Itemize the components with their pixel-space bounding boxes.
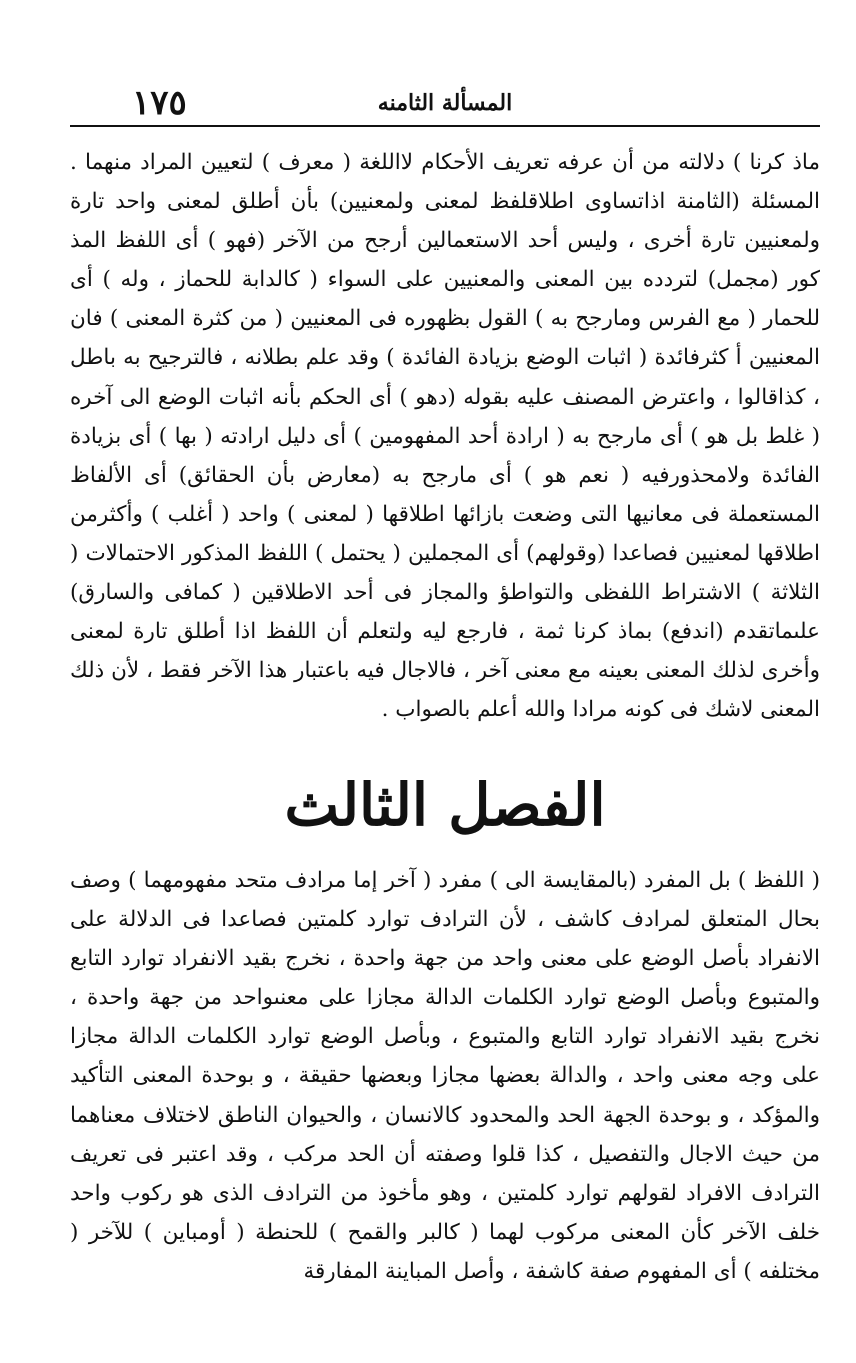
page-header — [70, 80, 820, 126]
body-paragraph-1: ماذ كرنا ) دلالته من أن عرفه تعريف الأحكام لااللغة ( معرف ) لتعيين المراد منهما . المسئلة (الثامنة اذاتساوى اطلاقلفظ لمعنى ولمعنيين) بأن أطلق لمعنى واحد تارة ولمعنيين تارة أخرى ، وليس أحد الاستعمالين أرجح من الآخر (فهو ) أى اللفظ المذ كور (مجمل) لتردده بين المعنى والمعنيين على السواء ( كالدابة للحماز ، وله ) أى للحمار ( مع الفرس ومارجح به ) القول بظهوره فى المعنيين ( من كثرة المعنى ) فان المعنيين أ كثرفائدة ( اثبات الوضع بزيادة الفائدة ) وقد علم بطلانه ، فالترجيح به باطل ، كذاقالوا ، واعترض المصنف عليه بقوله (دهو ) أى الحكم بأنه اثبات الوضع الى آخره ( غلط بل هو ) أى مارجح به ( ارادة أحد المفهومين ) أى دليل ارادته ( بها ) أى بزيادة الفائدة ولامحذورفيه ( نعم هو ) أى مارجح به (معارض بأن الحقائق) أى الألفاظ المستعملة فى معانيها التى وضعت بازائها اطلاقها ( لمعنى ) واحد ( أغلب ) وأكثرمن اطلاقها لمعنيين فصاعدا (وقولهم) أى المجملين ( يحتمل ) اللفظ المذكور الاحتمالات ( الثلاثة ) الاشتراط اللفظى والتواطؤ والمجاز فى أحد الاطلاقين ( كمافى والسارق) علىماتقدم (اندفع) بماذ كرنا ثمة ، فارجع ليه ولتعلم أن اللفظ اذا أطلق تارة لمعنى وأخرى لذلك المعنى بعينه مع معنى آخر ، فالاجال فيه باعتبار هذا الآخر فقط ، لأن ذلك المعنى لاشك فى كونه مرادا والله أعلم بالصواب . — [70, 150, 820, 723]
page-number: ١٧٥ — [132, 83, 187, 123]
header-rule — [70, 125, 820, 127]
chapter-title: الفصل الثالث — [284, 771, 606, 839]
running-head: المسألة الثامنه — [377, 90, 513, 116]
body-paragraph-2: ( اللفظ ) بل المفرد (بالمقايسة الى ) مفرد ( آخر إما مرادف متحد مفهومهما ) وصف بحال المتعلق لمرادف كاشف ، لأن الترادف توارد كلمتين فصاعدا فى الدلالة على الانفراد بأصل الوضع على معنى واحد من جهة واحدة ، نخرج بقيد الانفراد توارد التابع والمتبوع وبأصل الوضع توارد الكلمات الدالة مجازا على معنىواحد من جهة واحدة ، نخرج بقيد الانفراد توارد التابع والمتبوع ، وبأصل الوضع توارد الكلمات الدالة مجازا على وجه معنى واحد ، والدالة بعضها مجازا وبعضها حقيقة ، و بوحدة المعنى التأكيد والمؤكد ، و بوحدة الجهة الحد والمحدود كالانسان ، والحيوان الناطق لاختلاف معناهما من حيث الاجال والتفصيل ، كذا قلوا وصفته أن الحد مركب ، وقد اعتبر فى تعريف الترادف الافراد لقولهم توارد كلمتين ، وهو مأخوذ من الترادف الذى هو ركوب واحد خلف الآخر كأن المعنى مركوب لهما ( كالبر والقمح ) للحنطة ( أومباين ) للآخر ( مختلفه ) أى المفهوم صفة كاشفة ، وأصل المباينة المفارقة — [70, 868, 820, 1284]
book-page — [70, 0, 820, 1363]
